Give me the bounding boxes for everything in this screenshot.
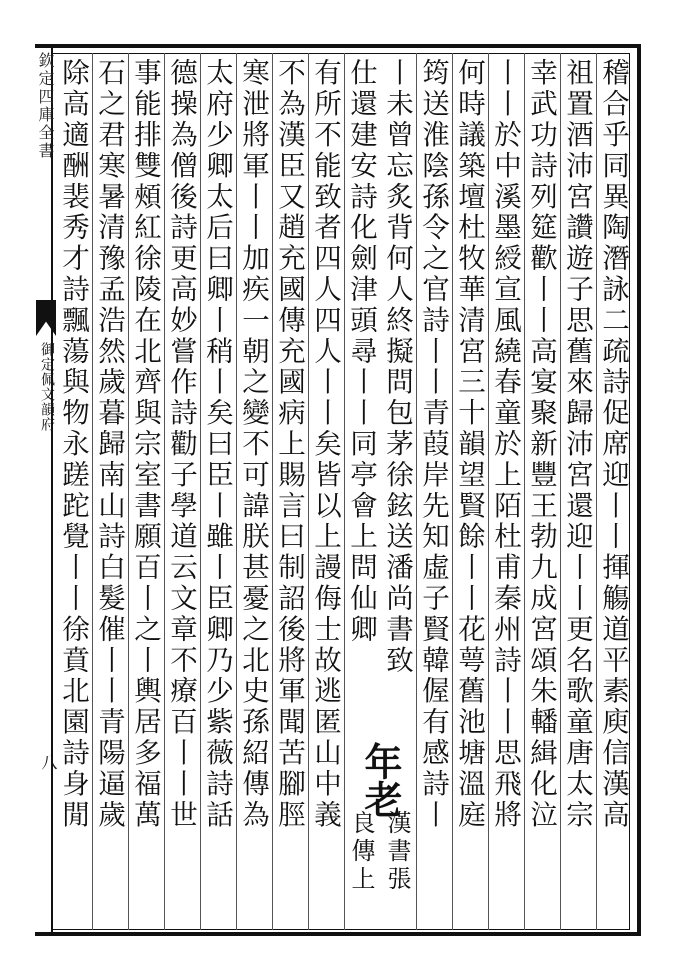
text-column: 事能排雙頰紅徐陵在北齊與宗室書願百丨之丨輿居多福萬: [129, 58, 161, 831]
headword: 年老: [358, 742, 403, 818]
text-column: 仕還建安詩化劍津頭尋丨丨同亭會上問仙卿: [345, 58, 377, 646]
text-column: 何時議築壇杜牧華清宮三十韻望賢餘丨丨花萼舊池塘溫庭: [453, 58, 485, 831]
text-column: 祖置酒沛宮讚遊子思舊來歸沛宮還迎丨丨更名歌童唐太宗: [561, 58, 593, 831]
text-column: 筠送淮陰孫令之官詩丨丨青葭岸先知虛子賢韓偓有感詩丨: [417, 58, 449, 831]
margin-strip: [35, 44, 53, 936]
headword-note: 漢書張: [383, 810, 411, 894]
text-column: 不為漢臣又趙充國傳充國病上賜言曰制詔後將軍聞苦腳脛: [273, 58, 305, 831]
text-column: 太府少卿太后曰卿丨稍丨矣曰臣丨雖丨臣卿乃少紫薇詩話: [201, 58, 233, 831]
text-column: 稽合乎同異陶潛詠二疏詩促席迎丨丨揮觴道平素庾信漢高: [597, 58, 629, 831]
book-title: 欽定四庫全書: [36, 52, 55, 160]
text-column: 德操為僧後詩更高妙嘗作詩勸子學道云文章不療百丨丨世: [165, 58, 197, 831]
volume-title: 御定佩文韻府: [39, 342, 55, 432]
headword-note: 良傳上: [347, 810, 375, 894]
text-column: 丨未曾忘炙背何人終擬問包茅徐鉉送潘尚書致: [381, 58, 413, 676]
text-column: 寒泄將軍丨丨加疾一朝之變不可諱朕甚憂之北史孫紹傳為: [237, 58, 269, 831]
text-column: 除高適酬裴秀才詩飄蕩與物永蹉跎覺丨丨徐賁北園詩身閒: [57, 58, 89, 831]
text-column: 石之君寒暑清豫孟浩然歲暮歸南山詩白髮催丨丨青陽逼歲: [93, 58, 125, 831]
text-column: 有所不能致者四人四人丨丨矣皆以上謾侮士故逃匿山中義: [309, 58, 341, 831]
text-column: 幸武功詩列筵歡丨丨高宴聚新豐王勃九成宮頌朱轓緝化泣: [525, 58, 557, 831]
text-column: 丨丨於中溪墨綬宣風繞春童於上陌杜甫秦州詩丨丨思飛將: [489, 58, 521, 831]
page-number: 八: [39, 754, 58, 770]
